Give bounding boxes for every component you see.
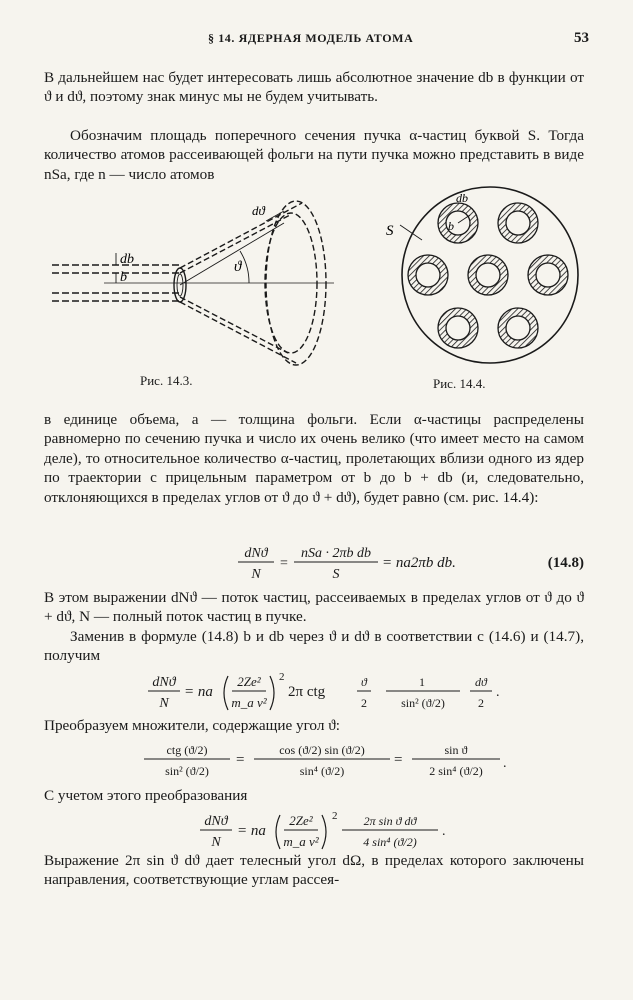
header-title: § 14. ЯДЕРНАЯ МОДЕЛЬ АТОМА <box>208 31 414 45</box>
scatter-direction <box>180 223 284 285</box>
paragraph-6: Преобразуем множители, содержащие угол ϑ: <box>44 717 340 734</box>
svg-text:.: . <box>442 824 446 839</box>
label-b: b <box>448 219 454 233</box>
eq2-d-num: dϑ <box>475 675 487 689</box>
eq2-half-den: 2 <box>361 696 367 710</box>
eq2-na: = na <box>184 684 213 700</box>
figure-14-3 <box>44 193 344 368</box>
figure-14-4 <box>380 180 590 375</box>
nucleus-ring <box>498 308 538 348</box>
eq-mid-den: S <box>332 567 340 582</box>
eq4-lhs-den: N <box>211 835 221 850</box>
eq4-r-den: 4 sin⁴ (ϑ/2) <box>363 835 417 849</box>
page-number: 53 <box>574 30 589 46</box>
paragraph-7: С учетом этого преобразования <box>44 787 248 804</box>
eq3-c-den: 2 sin⁴ (ϑ/2) <box>429 764 483 778</box>
beam-cross-section <box>402 187 578 363</box>
nucleus-ring <box>498 203 538 243</box>
paragraph-1: В дальнейшем нас будет интересовать лишь абсолютное значение db в функции от ϑ и dϑ, поэтому знак минус мы не будем учитывать. <box>44 69 584 106</box>
label-db: db <box>120 252 134 267</box>
equation-rutherford-2 <box>44 805 589 855</box>
eq4-na: = na <box>237 823 266 839</box>
svg-text:.: . <box>496 685 500 700</box>
eq4-in-num: 2Ze² <box>289 813 313 828</box>
paragraph-5: Заменив в формуле (14.8) b и db через ϑ и dϑ в соответствии с (14.6) и (14.7), получим <box>44 628 584 665</box>
eq3-b-den: sin⁴ (ϑ/2) <box>299 764 345 778</box>
figure-14-3-caption: Рис. 14.3. <box>140 373 193 388</box>
nucleus-ring <box>528 255 568 295</box>
figure-14-4-caption: Рис. 14.4. <box>433 376 486 391</box>
equation-transform <box>44 737 589 785</box>
eq2-half-num: ϑ <box>361 675 367 689</box>
running-header <box>44 31 589 51</box>
label-db: db <box>456 191 468 205</box>
eq-mid-num: nSa · 2πb db <box>300 546 372 561</box>
svg-text:=: = <box>394 752 403 768</box>
eq2-d-den: 2 <box>478 696 484 710</box>
cone-edge <box>180 302 296 363</box>
eq2-inv-den: sin² (ϑ/2) <box>401 696 445 710</box>
paragraph-4: В этом выражении dNϑ — поток частиц, рассеиваемых в пределах углов от ϑ до ϑ + dϑ, N — полный поток частиц в пучке. <box>44 589 584 626</box>
eq-rhs: = na2πb db. <box>382 555 456 571</box>
equation-number: (14.8) <box>547 555 584 571</box>
eq3-a-num: ctg (ϑ/2) <box>166 743 208 757</box>
eq4-in-den: m_a v² <box>283 834 319 849</box>
label-b: b <box>120 270 127 285</box>
equation-14-8 <box>44 540 589 584</box>
cone-edge <box>180 297 288 353</box>
eq-lhs-den: N <box>251 567 261 582</box>
eq4-r-num: 2π sin ϑ dϑ <box>363 814 417 828</box>
eq2-exp: 2 <box>279 671 285 683</box>
svg-text:.: . <box>503 756 507 771</box>
nucleus-ring <box>408 255 448 295</box>
eq2-in-num: 2Ze² <box>237 674 261 689</box>
eq2-ctg: 2π ctg <box>288 684 326 700</box>
paragraph-2: Обозначим площадь поперечного сечения пучка α-частиц буквой S. Тогда количество атомов рассеивающей фольги на пути пучка можно представить в виде nSa, где n — число атомов <box>44 127 584 183</box>
eq-lhs-num: dNϑ <box>244 546 268 561</box>
eq2-in-den: m_a v² <box>231 695 267 710</box>
label-S: S <box>386 223 394 239</box>
eq3-a-den: sin² (ϑ/2) <box>165 764 209 778</box>
eq4-exp: 2 <box>332 810 338 822</box>
eq2-lhs-den: N <box>159 696 169 711</box>
eq4-lhs-num: dNϑ <box>204 814 228 829</box>
svg-text:=: = <box>236 752 245 768</box>
nucleus-ring <box>438 308 478 348</box>
nucleus-ring <box>468 255 508 295</box>
paragraph-3: в единице объема, a — толщина фольги. Если α-частицы распределены равномерно по сечению пучка и число их очень велико (что имеет место на самом деле), то относительное количество α-частиц, пролетающих вблизи одного из ядер по траектории с прицельным параметром от b до b + db (и, следовательно, отклоняющихся в пределах углов от ϑ до ϑ + dϑ), будет равно (см. рис. 14.4): <box>44 411 584 506</box>
svg-text:=: = <box>280 556 288 571</box>
equation-rutherford-1 <box>44 666 589 716</box>
eq3-c-num: sin ϑ <box>444 743 468 757</box>
label-dtheta: dϑ <box>252 203 265 218</box>
label-theta: ϑ <box>234 259 242 275</box>
eq3-b-num: cos (ϑ/2) sin (ϑ/2) <box>279 743 365 757</box>
eq2-inv-num: 1 <box>419 675 425 689</box>
eq2-lhs-num: dNϑ <box>152 675 176 690</box>
paragraph-8: Выражение 2π sin ϑ dϑ дает телесный угол dΩ, в пределах которого заключены направления, соответствующие углам рассея- <box>44 852 584 889</box>
